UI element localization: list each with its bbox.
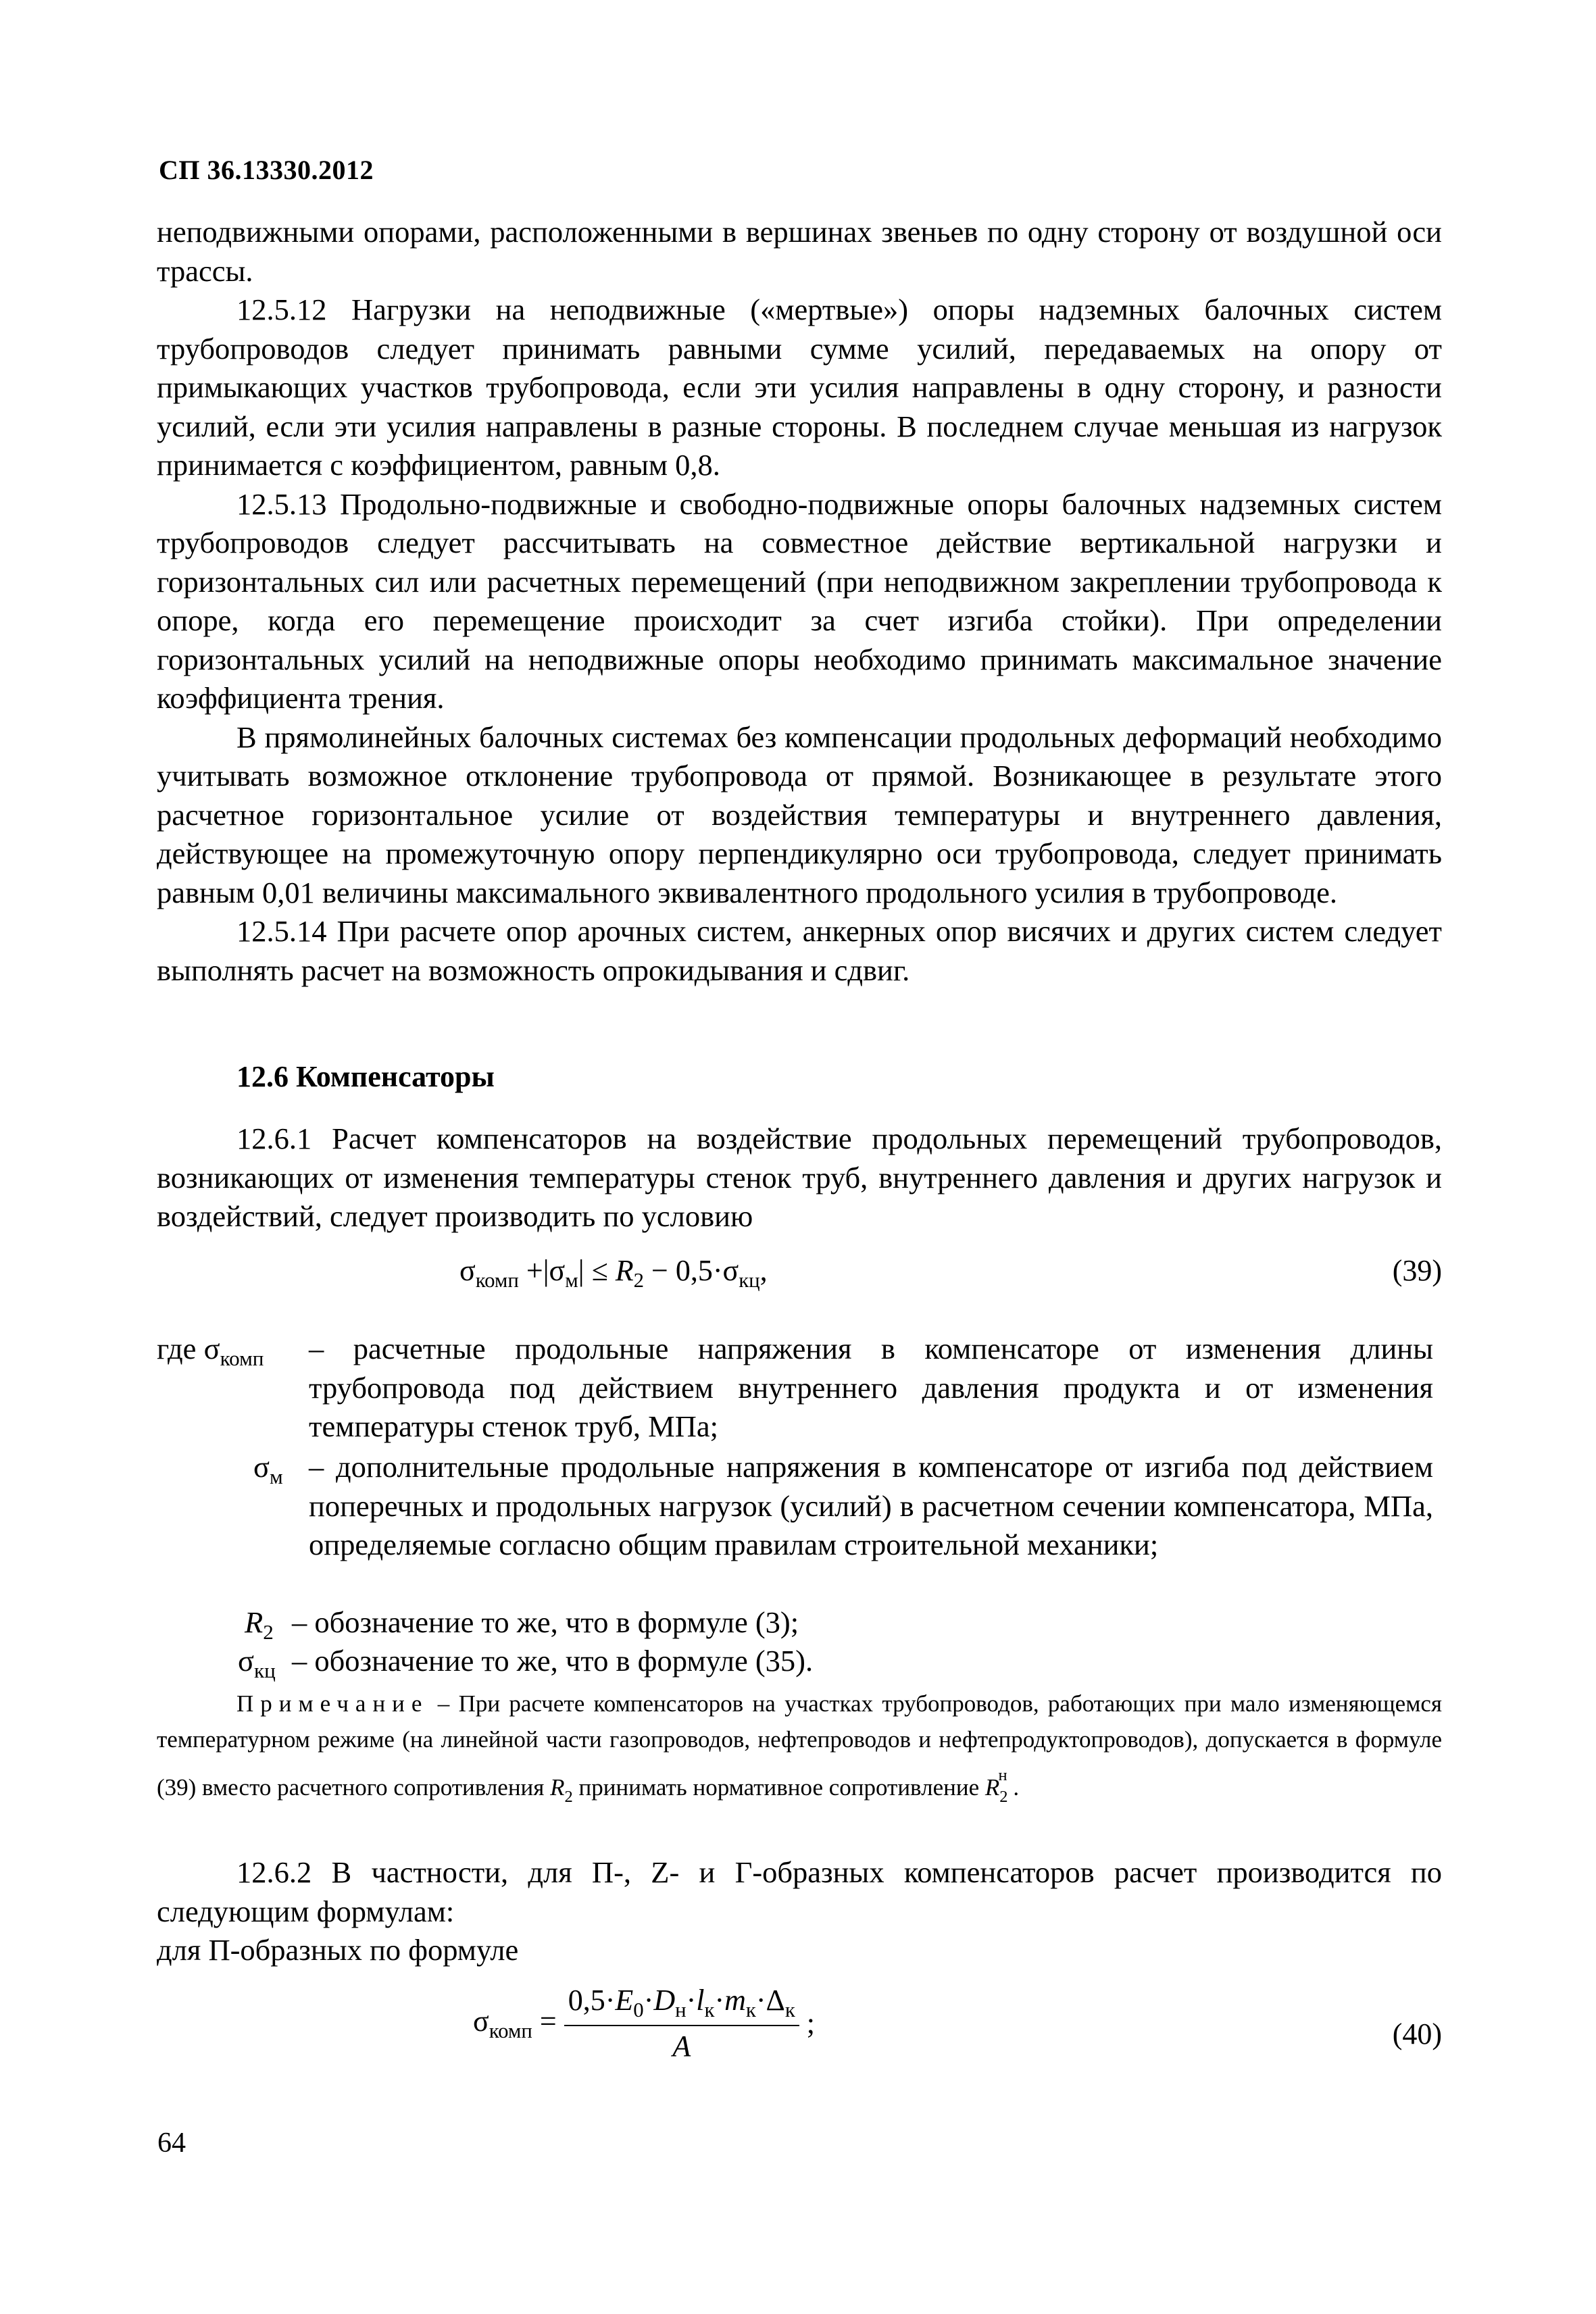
paragraph-12-6-1: 12.6.1 Расчет компенсаторов на воздействие продольных перемещений трубопроводов, возникающих от изменения температуры стенок труб, внутреннего давления и других нагрузок и воздействий, следует производить по условию <box>157 1122 1442 1233</box>
formula-40-fraction: $\frac{0,5\cdot E_0\cdot D_н\cdot l_к\cdot m_к\cdot\Delta_к}{A}$ <box>564 1983 799 2063</box>
document-code-header: СП 36.13330.2012 <box>159 155 374 185</box>
formula-39: $\sigma_{комп} +|\sigma_м| \le R_2 - 0,5\cdot\sigma_{кц}$, <box>459 1254 768 1292</box>
note-block: Примечание – При расчете компенсаторов на участках трубопроводов, работающих при мало изменяющемся температурном режиме (на линейной части газопроводов, нефтепроводов и нефтепродуктопроводов), допускается в формуле (39) вместо расчетного сопротивления $R_2$ принимать нормативное сопротивление $R_2^н$ . <box>157 1690 1442 1806</box>
paragraph-12-6-2: 12.6.2 В частности, для П-, Z- и Г-образных компенсаторов расчет производится по следующим формулам: <box>157 1855 1442 1928</box>
page-number: 64 <box>157 2128 186 2159</box>
equation-number-39: (39) <box>1392 1254 1442 1287</box>
paragraph-12-5-12: 12.5.12 Нагрузки на неподвижные («мертвые») опоры надземных балочных систем трубопроводов следует принимать равными сумме усилий, передаваемых на опору от примыкающих участков трубопровода, если эти усилия направлены в одну сторону, и разности усилий, если эти усилия направлены в разные стороны. В последнем случае меньшая из нагрузок принимается с коэффициентом, равным 0,8. <box>157 293 1442 482</box>
definition-sigma-komp: где $\sigma_{комп}$ – расчетные продольные напряжения в компенсаторе от изменения длины трубопровода под действием внутреннего давления продукта и от изменения температуры стенок труб, МПа; <box>157 1332 1433 1443</box>
definition-sigma-kc: $\sigma_{кц}$ – обозначение то же, что в формуле (35). <box>238 1644 814 1682</box>
note-label: Примечание <box>236 1690 429 1717</box>
paragraph-continuation: неподвижными опорами, расположенными в вершинах звеньев по одну сторону от воздушной оси трассы. <box>157 215 1442 288</box>
definition-r2: $R_2$ – обозначение то же, что в формуле (3); <box>245 1605 799 1644</box>
paragraph-12-5-14: 12.5.14 При расчете опор арочных систем, анкерных опор висячих и других систем следует выполнять расчет на возможность опрокидывания и сдвиг. <box>157 914 1442 987</box>
paragraph-p-shaped: для П-образных по формуле <box>157 1933 519 1967</box>
paragraph-12-5-13: 12.5.13 Продольно-подвижные и свободно-подвижные опоры балочных надземных систем трубопроводов следует рассчитывать на совместное действие вертикальной нагрузки и горизонтальных сил или расчетных перемещений (при неподвижном закреплении трубопровода к опоре, когда его перемещение происходит за счет изгиба стойки). При определении горизонтальных усилий на неподвижные опоры необходимо принимать максимальное значение коэффициента трения. <box>157 486 1442 715</box>
section-heading: 12.6 Компенсаторы <box>236 1060 495 1093</box>
definition-sigma-m: $\sigma_м$ – дополнительные продольные напряжения в компенсаторе от изгиба под действием поперечных и продольных нагрузок (усилий) в расчетном сечении компенсатора, МПа, определяемые согласно общим правилам строительной механики; <box>253 1450 1433 1561</box>
body-text-block-3 <box>157 1853 1442 1970</box>
equation-number-40: (40) <box>1392 2017 1442 2051</box>
body-text-block-1 <box>157 213 1442 990</box>
formula-40: $\sigma_{комп}$ = $\frac{0,5\cdot E_0\cdot D_н\cdot l_к\cdot m_к\cdot\Delta_к}{A}$ ; <box>473 1984 816 2063</box>
paragraph-straight-beam-systems: В прямолинейных балочных системах без компенсации продольных деформаций необходимо учитывать возможное отклонение трубопровода от прямой. Возникающее в результате этого расчетное горизонтальное усилие от воздействия температуры и внутреннего давления, действующее на промежуточную опору перпендикулярно оси трубопровода, следует принимать равным 0,01 величины максимального эквивалентного продольного усилия в трубопроводе. <box>157 720 1442 909</box>
body-text-block-2 <box>157 1120 1442 1236</box>
